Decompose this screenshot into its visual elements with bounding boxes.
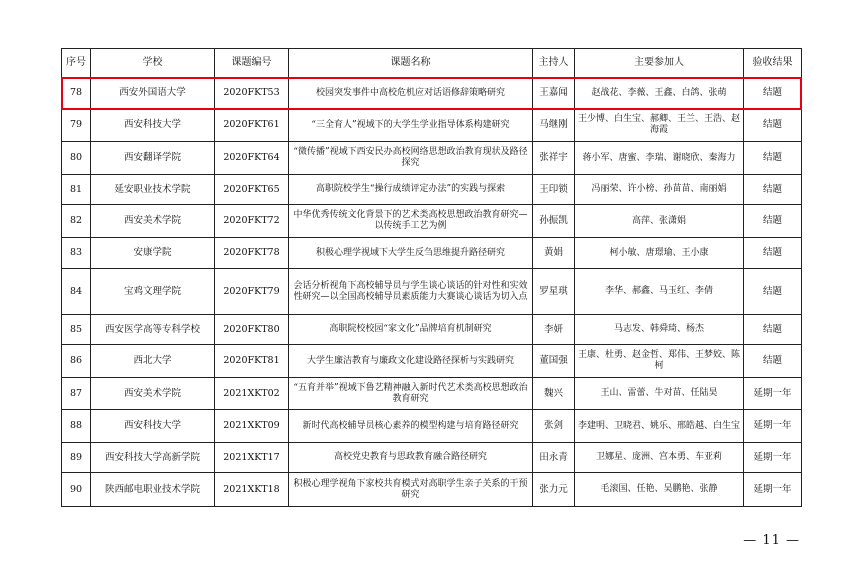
cell-code: 2020FKT53: [215, 78, 289, 109]
cell-result: 结题: [744, 109, 802, 142]
header-no: 序号: [62, 49, 91, 78]
header-result: 验收结果: [744, 49, 802, 78]
cell-no: 89: [62, 443, 91, 473]
table-row: [62, 269, 802, 315]
cell-result: 结题: [744, 175, 802, 205]
cell-school: 安康学院: [91, 238, 215, 269]
cell-host: 张剑: [533, 410, 575, 443]
header-code: 课题编号: [215, 49, 289, 78]
cell-members: 卫娜星、庞洲、宫本勇、车亚莉: [575, 443, 744, 473]
cell-school: 西北大学: [91, 345, 215, 378]
cell-members: 柯小敏、唐璟瑜、王小康: [575, 238, 744, 269]
cell-title: 高职院校校园“家文化”品牌培育机制研究: [289, 315, 533, 345]
header-members: 主要参加人: [575, 49, 744, 78]
cell-title: 新时代高校辅导员核心素养的模型构建与培育路径研究: [289, 410, 533, 443]
cell-result: 结题: [744, 205, 802, 238]
cell-title: “微传播”视域下西安民办高校网络思想政治教育现状及路径探究: [289, 142, 533, 175]
table-row: [62, 205, 802, 238]
cell-code: 2020FKT80: [215, 315, 289, 345]
table-row: [62, 142, 802, 175]
cell-no: 88: [62, 410, 91, 443]
cell-school: 西安科技大学高新学院: [91, 443, 215, 473]
cell-school: 西安外国语大学: [91, 78, 215, 109]
cell-host: 张力元: [533, 473, 575, 507]
cell-code: 2020FKT65: [215, 175, 289, 205]
cell-members: 王少博、白生宝、郝卿、王兰、王浩、赵海霞: [575, 109, 744, 142]
cell-members: 赵战花、李薇、王鑫、白鸽、张萌: [575, 78, 744, 109]
cell-no: 90: [62, 473, 91, 507]
cell-code: 2020FKT64: [215, 142, 289, 175]
cell-host: 黄娟: [533, 238, 575, 269]
cell-host: 王嘉闻: [533, 78, 575, 109]
table-row: [62, 315, 802, 345]
cell-no: 79: [62, 109, 91, 142]
header-host: 主持人: [533, 49, 575, 78]
cell-result: 延期一年: [744, 378, 802, 410]
table-row: [62, 473, 802, 507]
page-number: — 11 —: [743, 533, 800, 548]
cell-members: 王山、雷蕾、牛对苗、任陆昊: [575, 378, 744, 410]
cell-members: 马志发、韩舜琦、杨杰: [575, 315, 744, 345]
cell-host: 王印锁: [533, 175, 575, 205]
cell-title: 中华优秀传统文化背景下的艺术类高校思想政治教育研究—以传统手工艺为例: [289, 205, 533, 238]
cell-members: 冯丽荣、许小榜、孙苗苗、南丽娟: [575, 175, 744, 205]
header-title: 课题名称: [289, 49, 533, 78]
cell-no: 83: [62, 238, 91, 269]
cell-result: 结题: [744, 142, 802, 175]
cell-code: 2020FKT81: [215, 345, 289, 378]
table-row: [62, 109, 802, 142]
table-header-row: [62, 49, 802, 78]
cell-code: 2020FKT79: [215, 269, 289, 315]
table-row: [62, 378, 802, 410]
cell-code: 2020FKT78: [215, 238, 289, 269]
cell-code: 2021XKT09: [215, 410, 289, 443]
cell-result: 结题: [744, 78, 802, 109]
cell-members: 毛滚国、任艳、吴鹏艳、张静: [575, 473, 744, 507]
cell-host: 董国强: [533, 345, 575, 378]
cell-host: 田永青: [533, 443, 575, 473]
cell-no: 81: [62, 175, 91, 205]
cell-result: 延期一年: [744, 443, 802, 473]
cell-host: 罗星琪: [533, 269, 575, 315]
cell-no: 82: [62, 205, 91, 238]
cell-result: 结题: [744, 238, 802, 269]
table-row: [62, 410, 802, 443]
cell-title: 校园突发事件中高校危机应对话语修辞策略研究: [289, 78, 533, 109]
cell-result: 结题: [744, 345, 802, 378]
cell-host: 孙振凯: [533, 205, 575, 238]
table-row: [62, 345, 802, 378]
cell-title: “五育并举”视域下鲁艺精神融入新时代艺术类高校思想政治教育研究: [289, 378, 533, 410]
cell-school: 西安科技大学: [91, 410, 215, 443]
cell-host: 李妍: [533, 315, 575, 345]
cell-title: 大学生廉洁教育与廉政文化建设路径探析与实践研究: [289, 345, 533, 378]
cell-school: 宝鸡文理学院: [91, 269, 215, 315]
cell-no: 78: [62, 78, 91, 109]
table-row: [62, 175, 802, 205]
cell-no: 87: [62, 378, 91, 410]
cell-result: 延期一年: [744, 473, 802, 507]
cell-school: 西安翻译学院: [91, 142, 215, 175]
cell-school: 延安职业技术学院: [91, 175, 215, 205]
cell-host: 马继刚: [533, 109, 575, 142]
table-row: [62, 238, 802, 269]
cell-result: 延期一年: [744, 410, 802, 443]
cell-host: 张祥宇: [533, 142, 575, 175]
cell-school: 西安美术学院: [91, 205, 215, 238]
cell-members: 李华、郝鑫、马玉红、李倩: [575, 269, 744, 315]
cell-school: 陕西邮电职业技术学院: [91, 473, 215, 507]
cell-code: 2021XKT17: [215, 443, 289, 473]
cell-title: 会话分析视角下高校辅导员与学生谈心谈话的针对性和实效性研究—以全国高校辅导员素质能力大赛谈心谈话为切入点: [289, 269, 533, 315]
cell-host: 魏兴: [533, 378, 575, 410]
cell-no: 85: [62, 315, 91, 345]
cell-no: 84: [62, 269, 91, 315]
cell-members: 高萍、张潇娟: [575, 205, 744, 238]
cell-title: 积极心理学视角下家校共育模式对高职学生亲子关系的干预研究: [289, 473, 533, 507]
cell-title: 积极心理学视域下大学生反刍思维提升路径研究: [289, 238, 533, 269]
cell-title: “三全育人”视域下的大学生学业指导体系构建研究: [289, 109, 533, 142]
cell-code: 2021XKT02: [215, 378, 289, 410]
cell-no: 86: [62, 345, 91, 378]
cell-school: 西安美术学院: [91, 378, 215, 410]
cell-title: 高职院校学生“操行成绩评定办法”的实践与探索: [289, 175, 533, 205]
cell-result: 结题: [744, 315, 802, 345]
cell-members: 王康、杜勇、赵金哲、郑伟、王梦姣、陈柯: [575, 345, 744, 378]
header-school: 学校: [91, 49, 215, 78]
cell-code: 2020FKT72: [215, 205, 289, 238]
cell-members: 李建明、卫晓君、姚乐、邢皓越、白生宝: [575, 410, 744, 443]
cell-school: 西安科技大学: [91, 109, 215, 142]
cell-school: 西安医学高等专科学校: [91, 315, 215, 345]
project-acceptance-table: [61, 48, 802, 507]
cell-title: 高校党史教育与思政教育融合路径研究: [289, 443, 533, 473]
cell-code: 2021XKT18: [215, 473, 289, 507]
cell-result: 结题: [744, 269, 802, 315]
cell-members: 蒋小军、唐蜜、李瑞、谢晓欣、秦海力: [575, 142, 744, 175]
cell-code: 2020FKT61: [215, 109, 289, 142]
table-row: [62, 443, 802, 473]
cell-no: 80: [62, 142, 91, 175]
table-row: [62, 78, 802, 109]
